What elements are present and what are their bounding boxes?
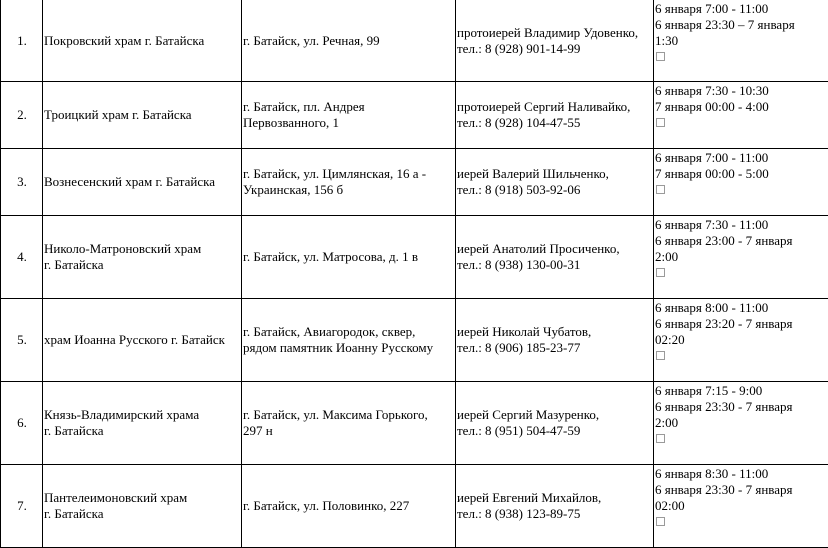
church-name-line: храм Иоанна Русского г. Батайск [44,332,225,347]
address-cell [242,216,456,299]
service-time-line: 6 января 8:00 - 11:00 [655,300,769,315]
church-name-cell [43,216,242,299]
row-number: 7. [1,465,43,548]
church-name-line: г. Батайска [44,423,104,438]
service-time-cell [654,82,828,149]
priest-contact-line: иерей Валерий Шильченко, [457,166,609,181]
service-time-line: 02:00 [655,498,685,513]
table-row [1,0,828,82]
row-number: 3. [1,149,43,216]
priest-contact-line: тел.: 8 (938) 130-00-31 [457,257,581,272]
service-time-line: 6 января 23:00 - 7 января [655,233,793,248]
address-line: г. Батайск, ул. Матросова, д. 1 в [243,249,418,264]
service-time-line: 6 января 7:30 - 11:00 [655,217,769,232]
placeholder-box-icon [656,434,665,443]
service-time-line: 2:00 [655,415,679,430]
priest-contact-line: протоиерей Сергий Наливайко, [457,99,631,114]
address-cell [242,299,456,382]
row-number: 5. [1,299,43,382]
priest-contact-line: иерей Евгений Михайлов, [457,490,602,505]
placeholder-box-icon [656,118,665,127]
schedule-table-body [1,0,828,548]
table-row [1,149,828,216]
priest-contact-line: тел.: 8 (938) 123-89-75 [457,506,581,521]
church-name-line: Покровский храм г. Батайска [44,32,205,48]
service-time-cell [654,216,828,299]
service-time-cell [654,0,828,82]
address-cell [242,382,456,465]
church-name-cell [43,382,242,465]
service-time-line: 6 января 23:30 - 7 января [655,399,793,414]
priest-contact-line: иерей Анатолий Просиченко, [457,241,620,256]
address-line: г. Батайск, ул. Речная, 99 [243,32,380,48]
priest-contact-cell [456,216,654,299]
priest-contact-line: тел.: 8 (918) 503-92-06 [457,182,581,197]
row-number: 2. [1,82,43,149]
service-time-line: 7 января 00:00 - 5:00 [655,166,769,181]
priest-contact-line: иерей Николай Чубатов, [457,324,592,339]
service-time-line: 6 января 23:30 – 7 января [655,17,795,32]
service-time-cell [654,382,828,465]
church-name-cell [43,299,242,382]
church-name-cell [43,82,242,149]
address-line: г. Батайск, пл. Андрея [243,99,365,114]
church-name-line: г. Батайска [44,506,104,521]
service-time-cell [654,149,828,216]
service-time-line: 6 января 7:00 - 11:00 [655,1,769,16]
row-number: 6. [1,382,43,465]
service-time-line: 6 января 23:20 - 7 января [655,316,793,331]
service-time-line: 7 января 00:00 - 4:00 [655,99,769,114]
priest-contact-cell [456,465,654,548]
church-name-line: г. Батайска [44,257,104,272]
church-name-line: Николо-Матроновский храм [44,241,202,256]
address-line: 297 н [243,423,273,438]
church-name-cell [43,465,242,548]
priest-contact-cell [456,0,654,82]
table-row [1,82,828,149]
service-time-cell [654,465,828,548]
priest-contact-line: иерей Сергий Мазуренко, [457,407,600,422]
service-time-line: 02:20 [655,332,685,347]
service-time-line: 1:30 [655,33,679,48]
church-name-cell [43,0,242,82]
address-line: г. Батайск, ул. Половинко, 227 [243,498,410,513]
church-name-line: Князь-Владимирский храма [44,407,200,422]
church-name-cell [43,149,242,216]
table-row [1,465,828,548]
row-number: 4. [1,216,43,299]
address-cell [242,149,456,216]
service-time-cell [654,299,828,382]
priest-contact-line: тел.: 8 (928) 901-14-99 [457,40,581,56]
service-time-line: 6 января 7:30 - 10:30 [655,83,769,98]
placeholder-box-icon [656,351,665,360]
placeholder-box-icon [656,185,665,194]
address-cell [242,465,456,548]
church-name-line: Троицкий храм г. Батайска [44,107,192,122]
priest-contact-line: протоиерей Владимир Удовенко, [457,24,639,40]
table-row [1,382,828,465]
address-line: Первозванного, 1 [243,115,340,130]
address-cell [242,0,456,82]
service-time-line: 6 января 7:15 - 9:00 [655,383,763,398]
priest-contact-cell [456,382,654,465]
table-row [1,299,828,382]
address-cell [242,82,456,149]
priest-contact-cell [456,299,654,382]
placeholder-box-icon [656,517,665,526]
address-line: г. Батайск, ул. Максима Горького, [243,407,428,422]
address-line: Украинская, 156 б [243,182,344,197]
church-name-line: Вознесенский храм г. Батайска [44,174,215,189]
table-row [1,216,828,299]
address-line: г. Батайск, ул. Цимлянская, 16 а - [243,166,427,181]
priest-contact-cell [456,82,654,149]
service-time-line: 6 января 8:30 - 11:00 [655,466,769,481]
priest-contact-cell [456,149,654,216]
church-name-line: Пантелеимоновский храм [44,490,188,505]
address-line: рядом памятник Иоанну Русскому [243,340,434,355]
placeholder-box-icon [656,268,665,277]
service-time-line: 6 января 7:00 - 11:00 [655,150,769,165]
placeholder-box-icon [656,52,665,61]
service-time-line: 2:00 [655,249,679,264]
service-time-line: 6 января 23:30 - 7 января [655,482,793,497]
priest-contact-line: тел.: 8 (928) 104-47-55 [457,115,581,130]
row-number: 1. [1,0,43,82]
priest-contact-line: тел.: 8 (951) 504-47-59 [457,423,581,438]
address-line: г. Батайск, Авиагородок, сквер, [243,324,416,339]
priest-contact-line: тел.: 8 (906) 185-23-77 [457,340,581,355]
